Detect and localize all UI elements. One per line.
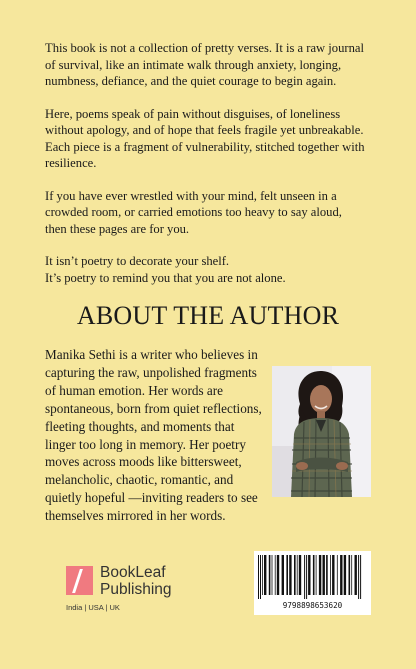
barcode-bar — [269, 555, 271, 595]
barcode-bar — [349, 555, 351, 595]
barcode-bar — [272, 555, 273, 595]
blurb-paragraph: If you have ever wrestled with your mind, felt unseen in a crowded room, or carried emotions too heavy to say aloud, then these pages are for you. — [45, 188, 342, 236]
barcode-bar — [330, 555, 331, 595]
barcode-bar — [260, 555, 261, 599]
publisher-logo-mark — [66, 566, 93, 595]
about-author-heading: ABOUT THE AUTHOR — [76, 301, 340, 330]
barcode-bar — [275, 555, 276, 595]
blurb-paragraph: Here, poems speak of pain without disguises, of loneliness without apology, and of hope that feels fragile yet unbreakable. Each piece is a fragment of vulnerability, stitched together with resilience. — [45, 106, 365, 170]
isbn-number: 9798898653620 — [282, 601, 343, 610]
isbn-barcode — [254, 551, 371, 615]
author-photo — [272, 366, 371, 497]
barcode-bar — [258, 555, 259, 599]
barcode-bar — [326, 555, 328, 595]
blurb-closing-line: It isn’t poetry to decorate your shelf. — [45, 254, 230, 268]
barcode-bar — [337, 555, 338, 595]
blurb-closing — [45, 253, 365, 286]
barcode-bar — [332, 555, 334, 595]
author-bio: Manika Sethi is a writer who believes in capturing the raw, unpolished fragments of human emotion. Her words are spontaneous, born from quiet reflections, fleeting thoughts, and moments that linger too long in memory. Her poetry moves across moods like bittersweet, melancholic, chaotic, romantic, and quietly hopeful —inviting readers to see themselves mirrored in her words. — [45, 347, 262, 524]
barcode-bars — [254, 551, 371, 601]
barcode-bar — [297, 555, 298, 595]
barcode-bar — [355, 555, 357, 595]
publisher-name-line: Publishing — [100, 581, 172, 598]
publisher-regions: India | USA | UK — [66, 603, 120, 612]
barcode-bar — [319, 555, 321, 595]
barcode-bar — [282, 555, 284, 595]
barcode-bar — [306, 555, 307, 599]
barcode-bar — [323, 555, 325, 595]
barcode-bar — [264, 555, 266, 595]
barcode-bar — [351, 555, 352, 595]
publisher-name — [100, 564, 172, 598]
barcode-bar — [289, 555, 291, 595]
book-blurb — [45, 40, 365, 286]
barcode-bar — [308, 555, 310, 595]
blurb-closing-line: It’s poetry to remind you that you are not alone. — [45, 270, 286, 285]
barcode-bar — [360, 555, 361, 599]
barcode-bar — [277, 555, 279, 595]
barcode-bar — [340, 555, 342, 595]
barcode-bar — [286, 555, 288, 595]
barcode-bar — [299, 555, 301, 595]
barcode-bar — [313, 555, 315, 595]
barcode-bar — [294, 555, 296, 595]
blurb-paragraph: This book is not a collection of pretty verses. It is a raw journal of survival, like an intimate walk through anxiety, longing, numbness, defiance, and the quiet courage to begin again. — [45, 41, 364, 88]
barcode-bar — [358, 555, 359, 599]
publisher-name-line: BookLeaf — [100, 564, 166, 581]
barcode-bar — [344, 555, 346, 595]
barcode-bar — [316, 555, 317, 595]
barcode-bar — [304, 555, 305, 599]
publisher-logo — [66, 566, 246, 616]
slash-icon — [72, 569, 83, 593]
barcode-bar — [262, 555, 263, 595]
